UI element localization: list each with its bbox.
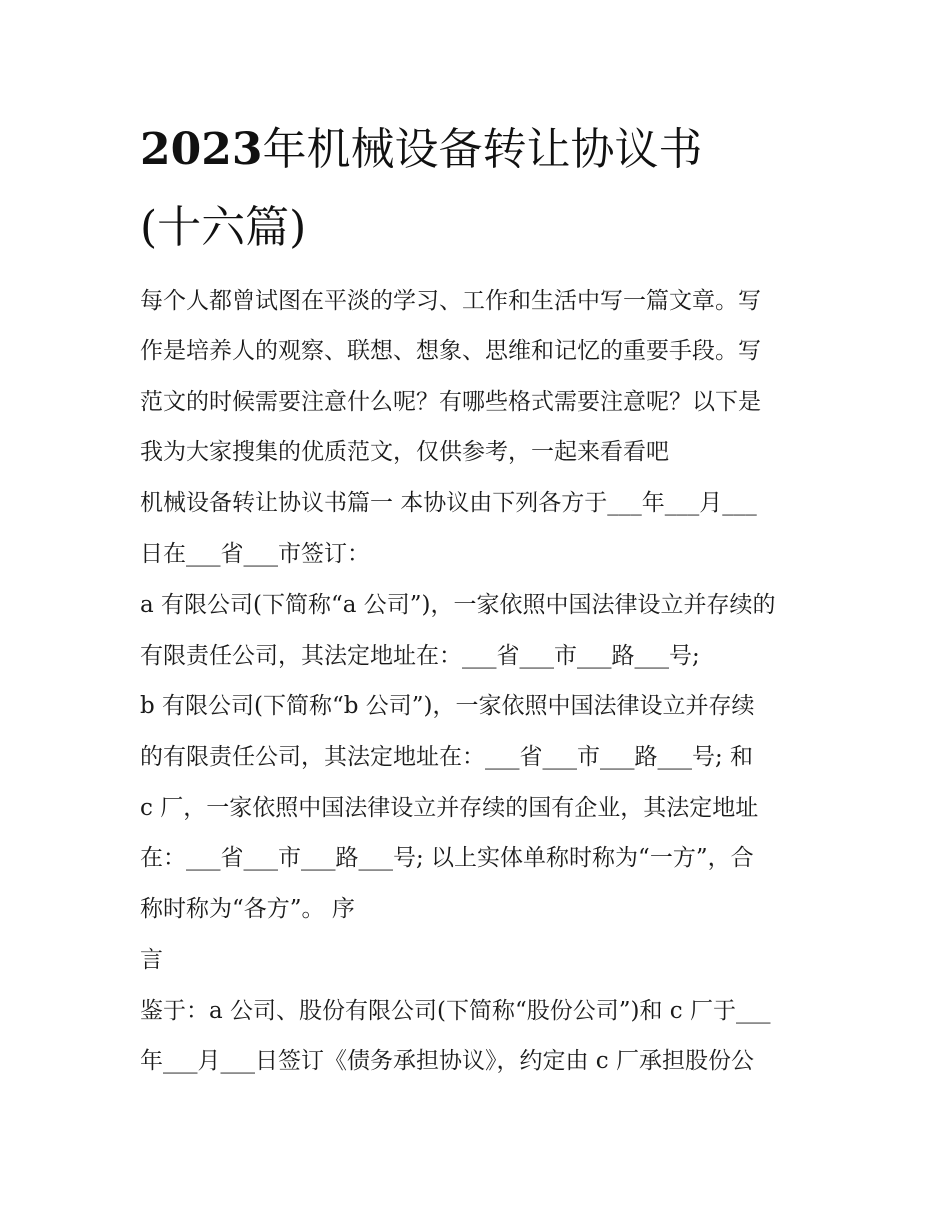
body-line: 机械设备转让协议书篇一 本协议由下列各方于___年___月___ — [140, 490, 757, 516]
body-line: 的有限责任公司，其法定地址在：___省___市___路___号; 和 — [140, 744, 754, 770]
body-line: b 有限公司(下简称“b 公司”)，一家依照中国法律设立并存续 — [140, 693, 755, 719]
body-line: 每个人都曾试图在平淡的学习、工作和生活中写一篇文章。写 — [140, 288, 761, 314]
title-year: 2023 — [140, 124, 263, 175]
body-line: 有限责任公司，其法定地址在：___省___市___路___号; — [140, 643, 700, 669]
body-line: 称时称为“各方”。 序 — [140, 896, 355, 922]
body-line: 作是培养人的观察、联想、想象、思维和记忆的重要手段。写 — [140, 338, 761, 364]
document-title-line-2: (十六篇) — [140, 202, 307, 253]
document-title-line-1 — [140, 124, 820, 175]
body-line: 年___月___日签订《债务承担协议》，约定由 c 厂承担股份公 — [140, 1048, 755, 1074]
body-line: a 有限公司(下简称“a 公司”)，一家依照中国法律设立并存续的 — [140, 592, 776, 618]
body-line: 范文的时候需要注意什么呢？有哪些格式需要注意呢？以下是 — [140, 389, 761, 415]
body-line: 言 — [140, 947, 163, 973]
body-line: 在：___省___市___路___号; 以上实体单称时称为“一方”，合 — [140, 845, 754, 871]
body-line: c 厂，一家依照中国法律设立并存续的国有企业，其法定地址 — [140, 795, 759, 821]
body-line: 鉴于：a 公司、股份有限公司(下简称“股份公司”)和 c 厂于___ — [140, 998, 771, 1024]
title-main: 年机械设备转让协议书 — [262, 124, 703, 175]
body-line: 我为大家搜集的优质范文，仅供参考，一起来看看吧 — [140, 439, 669, 465]
body-line: 日在___省___市签订： — [140, 541, 370, 567]
